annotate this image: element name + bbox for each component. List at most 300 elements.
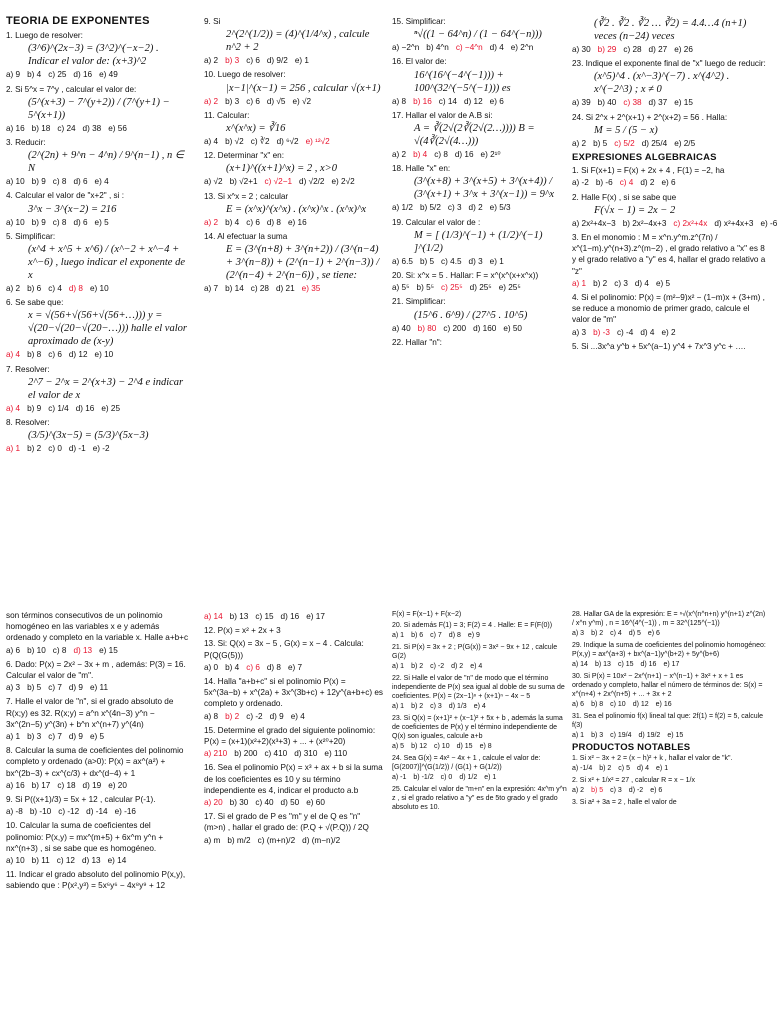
answer-option: a) 2	[6, 284, 21, 294]
answer-option: e) 1	[656, 765, 669, 772]
answer-option: c) -4	[616, 327, 634, 337]
answer-option: c) 40	[255, 798, 274, 808]
answer-options	[204, 662, 384, 673]
answer-option: c) 5	[618, 765, 630, 772]
answer-option: e) 110	[324, 749, 348, 759]
answer-option: b) 17	[31, 780, 51, 790]
answer-option: d) 21	[275, 284, 295, 294]
answer-option-marked: b) 29	[597, 45, 617, 54]
column-4-top	[572, 16, 778, 556]
answer-option: e) 10	[94, 350, 114, 360]
answer-option: a) 3	[572, 630, 585, 637]
answer-options	[6, 731, 190, 742]
answer-option: c) 4	[48, 284, 62, 294]
exercise-formula: x^(x^x) = ∛16	[226, 123, 286, 135]
answer-option: a) -1	[392, 774, 407, 781]
answer-options	[6, 283, 190, 294]
answer-option: d) 12	[632, 701, 649, 708]
exercise-formula: x = √(56+√(56+√(56+…))) y = √(20−√(20−√(20−…))) halle el valor aproximado de (x-y)	[28, 310, 187, 348]
answer-option: d) √5	[266, 96, 286, 106]
answer-option: b) 13	[229, 612, 249, 621]
answer-option: d) 1/3	[448, 703, 467, 710]
answer-options	[572, 177, 766, 188]
exercise	[204, 811, 384, 846]
answer-options	[572, 700, 766, 709]
exercise-prompt: son términos consecutivos de un polinomio homogéneo en las variables x e y además ordenado y completo en la variable x. Halle a+b+c	[6, 611, 189, 643]
answer-option: b) 11	[31, 856, 50, 866]
answer-option: b) 4	[225, 662, 240, 672]
answer-option: d) 27	[648, 45, 668, 54]
exercise-prompt: F(x) = F(x−1) + F(x−2)	[392, 611, 462, 618]
exercise	[6, 30, 190, 80]
answer-option: c) 6	[48, 350, 62, 360]
answer-option: c) -2	[246, 711, 263, 721]
answer-option: d) 9/2	[266, 56, 288, 66]
answer-option: c) 3	[610, 787, 622, 794]
exercise-formula: (3/5)^(3x−5) = (5/3)^(5x−3)	[28, 430, 149, 442]
exercise	[392, 163, 570, 213]
exercise	[204, 16, 384, 66]
answer-option: e) 14	[107, 856, 127, 866]
answer-option: d) 37	[648, 98, 668, 108]
answer-option-marked: a) 210	[204, 749, 228, 759]
answer-options	[572, 731, 766, 740]
answer-option-marked: b) 4	[413, 150, 428, 160]
answer-option: e) 1	[484, 774, 497, 781]
answer-option: d) 310	[294, 749, 318, 759]
exercise-prompt: 8. Calcular la suma de coeficientes del polinomio completo y ordenado (a>0): P(x) = ax^(a²) + bx^(2b−3) + cx^(c/3) + dx^(d−4) + 1	[6, 746, 184, 778]
exercise	[572, 341, 766, 352]
exercise	[392, 16, 570, 53]
answer-option-marked: b) 80	[417, 323, 437, 333]
answer-option: e) 8	[479, 743, 492, 750]
answer-option: d) 5	[628, 630, 641, 637]
exercise	[392, 337, 570, 348]
answer-options	[204, 217, 384, 228]
exercise	[6, 696, 190, 742]
section-heading: PRODUCTOS NOTABLES	[572, 742, 691, 753]
exercise	[392, 217, 570, 267]
answer-option: a) 7	[204, 284, 219, 294]
answer-option: a) 8	[204, 711, 219, 721]
answer-option: e) 25	[101, 403, 121, 413]
answer-options	[572, 278, 766, 289]
answer-option: b) 5/2	[419, 203, 441, 213]
exercise-formula: 2^7 − 2^x = 2^(x+3) − 2^4 e indicar el valor de x	[28, 376, 184, 401]
exercise-prompt: 31. Sea el polinomio f(x) lineal tal que: 2f(1) = f(2) = 5, calcule f(3)	[572, 713, 764, 729]
exercise-prompt: 14. Al efectuar la suma	[204, 232, 288, 242]
answer-option: d) 4	[634, 278, 649, 288]
answer-option: d) 12	[463, 96, 483, 106]
exercise-formula: (x^5)^4 . (x^−3)^(−7) . x^(4^2) . x^(−2^3) ; x ≠ 0	[594, 71, 730, 96]
exercise-formula: (x^4 + x^5 + x^6) / (x^−2 + x^−4 + x^−6) , luego indicar el exponente de x	[28, 244, 186, 282]
answer-option: a) 0	[204, 662, 219, 672]
answer-option: c) -2	[430, 663, 445, 670]
answer-option: c) 10	[610, 701, 626, 708]
answer-option: e) -16	[114, 807, 136, 817]
exercise	[392, 714, 570, 751]
exercise-formula: A = ∛(2√(2∛(2√(2…)))) B = √(4∛(2√(4…)))	[414, 123, 535, 148]
answer-option: c) 15	[617, 661, 634, 668]
answer-option: e) -2	[92, 444, 110, 454]
exercise	[572, 610, 766, 638]
exercise	[572, 165, 766, 188]
exercise-prompt: 17. Hallar el valor de A.B si:	[392, 110, 493, 120]
answer-option: b) 2	[411, 663, 424, 670]
answer-option: a) -1/4	[572, 765, 593, 772]
answer-option-marked: c) 6	[246, 662, 260, 672]
answer-option: a) 1	[572, 732, 585, 739]
exercise-prompt: 4. Calcular el valor de "x+2" , si :	[6, 191, 124, 201]
answer-option: e) 5/3	[489, 203, 511, 213]
answer-option: b) 2	[411, 703, 424, 710]
column-3-top	[392, 16, 570, 556]
answer-option: d) 16	[73, 70, 93, 80]
exercise-prompt: 2. Si x² + 1/x² = 27 , calcular R = x − 1/x	[572, 777, 695, 784]
answer-option: b) 5	[593, 138, 608, 148]
answer-option: a) 6	[6, 645, 21, 655]
answer-options	[392, 323, 570, 334]
answer-option: a) 1	[392, 663, 405, 670]
answer-options	[392, 42, 570, 53]
answer-option-marked: b) -3	[593, 327, 610, 337]
answer-option: b) 2	[599, 765, 612, 772]
answer-option: e) 1	[294, 56, 309, 66]
answer-options	[392, 96, 570, 107]
answer-option: a) 1	[392, 632, 405, 639]
answer-option: d) 4	[636, 765, 650, 772]
exercise-prompt: 5. Si ...3x^a y^b + 5x^(a−1) y^4 + 7x^3 y^c + ….	[572, 341, 746, 351]
answer-option: a) 2x²+4x−3	[572, 218, 616, 228]
answer-option: a) 10	[6, 177, 25, 187]
answer-options	[204, 711, 384, 722]
exercise-prompt: 22. Hallar "n":	[392, 337, 442, 347]
answer-options	[6, 780, 190, 791]
answer-option: e) -6	[760, 218, 778, 228]
answer-option: e) 1	[489, 256, 504, 266]
exercise	[6, 231, 190, 294]
exercise	[6, 137, 190, 187]
exercise-prompt: 2. Si 5^x = 7^y , calcular el valor de:	[6, 84, 137, 94]
answer-option: b) 9	[31, 217, 46, 227]
answer-option: d) 6	[73, 177, 88, 187]
answer-options	[6, 855, 190, 866]
answer-option: a) -2	[572, 178, 589, 188]
answer-option: b) 8	[27, 350, 42, 360]
exercise-formula: 2^(2^(1/2)) = (4)^(1/4^x) , calcule n^2 + 2	[226, 29, 370, 54]
exercise-prompt: 8. Resolver:	[6, 418, 50, 428]
answer-options	[6, 69, 190, 80]
answer-option: e) 4	[470, 663, 483, 670]
answer-option: c) 12	[56, 856, 75, 866]
answer-option: b) √2	[225, 137, 244, 147]
answer-option: e) 20	[108, 780, 127, 790]
answer-option: e) 4	[290, 711, 305, 721]
answer-option: b) 4	[27, 70, 42, 80]
answer-option: e) 5	[94, 217, 109, 227]
exercise	[6, 794, 190, 817]
exercise-prompt: 21. Si P(x) = 3x + 2 ; P(G(x)) = 3x² − 9x + 12 , calcule G(2)	[392, 644, 558, 660]
answer-option: e) 17	[663, 661, 680, 668]
answer-option-marked: a) 2	[204, 96, 219, 106]
answer-option: e) 5	[89, 732, 105, 742]
exercise-formula: (15^6 . 6^9) / (27^5 . 10^5)	[414, 309, 528, 321]
answer-option: d) x²+4x+3	[714, 218, 754, 228]
answer-option: c) 3	[447, 203, 462, 213]
exercise-prompt: 24. Si 2^x + 2^(x+1) + 2^(x+2) = 56 . Halla:	[572, 112, 728, 122]
answer-option: c) 0	[440, 774, 453, 781]
answer-option-marked: a) 4	[6, 403, 21, 413]
answer-options	[572, 786, 766, 795]
exercise-prompt: 16. El valor de:	[392, 57, 447, 67]
answer-option: c) 1/4	[48, 403, 69, 413]
exercise-prompt: 30. Si P(x) = 10x² − 2x^(n+1) − x^(n−1) + 3x² + x + 1 es ordenado y completo, hallar el número de términos de: S(x) = x^(n+4) + 2x^(n+5) + ... + 3x + 2	[572, 673, 763, 698]
answer-options	[392, 662, 570, 671]
answer-option: e) √2	[292, 96, 312, 106]
answer-option: b) 2	[593, 278, 608, 288]
answer-option: c) 3	[430, 703, 442, 710]
answer-option: e) 56	[108, 123, 127, 133]
answer-option: b) 200	[234, 749, 258, 759]
answer-option: a) 1	[392, 703, 405, 710]
answer-options	[204, 748, 384, 759]
answer-option: c) 4.5	[441, 256, 462, 266]
exercise	[392, 610, 570, 619]
answer-option: e) 5	[655, 278, 671, 288]
answer-options	[392, 631, 570, 640]
exercise-prompt: 3. En el monomio : M = x^n.y^m.z^(7n) / x^(1−m).y^(n+3).z^(m−2) , el grado relativo a "x" es 8 y el grado relativo a "y" es 4, hallar el grado relativo a "z"	[572, 233, 766, 276]
answer-option: d) 2	[451, 663, 464, 670]
answer-option: b) 3	[591, 732, 604, 739]
exercise	[572, 58, 766, 108]
answer-option: d) 4	[489, 43, 504, 53]
answer-option: a) 6.5	[392, 256, 413, 266]
answer-option: b) 4	[225, 217, 240, 227]
answer-options	[204, 96, 384, 107]
exercise-prompt: 3. Si a² + 3a = 2 , halle el valor de	[572, 799, 677, 806]
answer-options	[572, 660, 766, 669]
answer-option: d) 8	[266, 662, 281, 672]
exercise-formula: (∛2 . ∛2 . ∛2 … ∛2) = 4.4…4 (n+1) veces (n−24) veces	[594, 18, 747, 42]
answer-options	[6, 123, 190, 134]
answer-option: b) 9	[27, 403, 42, 413]
answer-option: c) 8	[52, 177, 67, 187]
answer-option: a) 39	[572, 98, 591, 108]
answer-options	[392, 742, 570, 751]
answer-option: c) 8	[434, 150, 448, 160]
answer-option: b) √2+1	[229, 177, 258, 187]
answer-option: d) 25⁵	[469, 283, 492, 293]
answer-option: d) 9	[68, 683, 83, 693]
answer-option: a) 8	[392, 96, 407, 106]
answer-option: a) 5⁵	[392, 283, 410, 293]
answer-option: a) 40	[392, 323, 411, 333]
answer-option: b) 8	[591, 701, 604, 708]
exercise	[204, 231, 384, 294]
answer-option: c) 7	[48, 732, 62, 742]
exercise	[572, 292, 766, 338]
answer-option: a) m	[204, 835, 221, 845]
answer-option: a) 1	[6, 732, 21, 742]
exercise-prompt: 13. Si x^x = 2 ; calcular	[204, 191, 289, 201]
exercise-formula: 3^x − 3^(x−2) = 216	[28, 203, 117, 215]
answer-option: e) 50	[503, 323, 522, 333]
answer-option: e) 15	[99, 645, 118, 655]
answer-option: c) 410	[264, 749, 288, 759]
exercise-prompt: 1. Luego de resolver:	[6, 31, 83, 41]
exercise-prompt: 22. Si Halle el valor de "n" de modo que el término independiente de P(x) sea igual al doble de su suma de coeficientes. P(x) = (2x−1)ⁿ + (x+1)ⁿ − 4x − 5	[392, 675, 565, 700]
answer-option: a) 10	[6, 217, 25, 227]
answer-option: b) m/2	[227, 835, 251, 845]
exercise	[392, 270, 570, 293]
answer-option: c) 15	[255, 612, 274, 621]
answer-option: b) 10	[27, 645, 46, 655]
exercise	[204, 110, 384, 147]
column-2-bottom	[204, 610, 384, 1022]
answer-option: b) 4^n	[426, 43, 449, 53]
answer-option: d) 9	[68, 732, 83, 742]
exercise	[392, 643, 570, 671]
answer-option: e) 9	[467, 632, 480, 639]
answer-option: d) 19	[82, 780, 102, 790]
answer-option-marked: a) 20	[204, 798, 223, 808]
exercise-formula: (x+1)^((x+1)^x) = 2 , x>0	[226, 163, 337, 175]
exercise-formula: (5^(x+3) − 7^(y+2)) / (7^(y+1) − 5^(x+1))	[28, 96, 170, 121]
answer-options	[392, 702, 570, 711]
answer-options	[204, 283, 384, 294]
answer-options	[392, 149, 570, 160]
exercise-prompt: 7. Halle el valor de "n", si el grado absoluto de R(x;y) es 32. R(x;y) = a^n x^(4n−3) y^n − 3x^(2n−5) y^(3n) + b^n x^(n+7) y^(4n)	[6, 697, 174, 729]
answer-option: a) -8	[6, 807, 23, 817]
exercise-prompt: 9. Si P((x+1)/3) = 5x + 12 , calcular P(-1).	[6, 795, 156, 805]
answer-option: b) 40	[597, 98, 617, 108]
answer-option: d) 16	[454, 150, 474, 160]
answer-option: e) 2/5	[674, 138, 696, 148]
answer-option: c) 7	[430, 632, 442, 639]
answer-options	[6, 645, 190, 656]
answer-option: d) 3	[468, 256, 483, 266]
answer-option: b) 6	[27, 284, 42, 294]
answer-option: e) 15	[667, 732, 684, 739]
exercise-prompt: 6. Dado: P(x) = 2x² − 3x + m , además: P(3) = 16. Calcular el valor de "m".	[6, 659, 186, 681]
answer-option: a) √2	[204, 177, 223, 187]
exercise	[392, 621, 570, 640]
answer-option: d) 16	[640, 661, 657, 668]
column-3-bottom	[392, 610, 570, 1022]
exercise	[6, 869, 190, 891]
answer-option: d) 160	[473, 323, 497, 333]
answer-option: c) 6	[246, 96, 260, 106]
answer-option: a) 2	[572, 138, 587, 148]
answer-option: a) 9	[6, 70, 21, 80]
exercise-prompt: 10. Luego de resolver:	[204, 70, 286, 80]
exercise-prompt: 1. Si F(x+1) = F(x) + 2x + 4 , F(1) = −2, ha	[572, 166, 725, 176]
answer-option: c) 28	[623, 45, 642, 54]
answer-options	[204, 176, 384, 187]
exercise-formula: (3^6)^(2x−3) = (3^2)^(−x−2) . Indicar el valor de: (x+3)^2	[28, 43, 159, 68]
exercise-prompt: 18. Halle "x" en:	[392, 164, 451, 174]
answer-option: d) 1/2	[459, 774, 478, 781]
answer-options	[204, 55, 384, 66]
answer-option: d) 50	[280, 798, 300, 808]
answer-option-marked: d) 13	[73, 645, 93, 655]
column-1-top	[6, 16, 190, 556]
answer-option: c) (m+n)/2	[257, 835, 296, 845]
answer-option: b) 5⁵	[416, 283, 435, 293]
answer-option: c) 18	[57, 780, 76, 790]
answer-option-marked: a) 1	[572, 278, 587, 288]
answer-option: d) 16	[75, 403, 95, 413]
exercise-prompt: 28. Hallar GA de la expresión: E = ⁿ√(x^(n^n+n) y^(n+1) z^(2n) / x^n y^m) , n = 16^(4^(−1)) , m = 32^(125^(−1))	[572, 611, 766, 627]
answer-option: d) 2	[468, 203, 483, 213]
exercise-prompt: 21. Simplificar:	[392, 297, 446, 307]
answer-option: a) 30	[572, 45, 591, 54]
answer-option-marked: b) 2	[225, 711, 240, 721]
answer-option: e) 4	[94, 177, 109, 187]
answer-option-marked: c) −4^n	[455, 43, 483, 53]
exercise	[204, 725, 384, 760]
answer-options	[204, 797, 384, 808]
exercise-prompt: 25. Calcular el valor de "m+n" en la expresión: 4x^m y^n z , si el grado relativo a "y" es de 5to grado y el grado absoluto es 10.	[392, 786, 567, 811]
answer-options	[204, 611, 384, 622]
exercise	[204, 611, 384, 622]
exercise-prompt: 24. Sea G(x) = 4x² − 4x + 1 , calcule el valor de: [G(2007)]^(G(1/2)) / (G(1) + G(1/2))	[392, 755, 541, 771]
answer-options	[6, 349, 190, 360]
answer-option: c) 19/4	[610, 732, 632, 739]
exercise-formula: M = 5 / (5 − x)	[594, 124, 658, 136]
answer-option: c) 6	[246, 217, 260, 227]
answer-option: b) 13	[594, 661, 611, 668]
answer-option: b) 18	[31, 123, 51, 133]
answer-options	[572, 629, 766, 638]
exercise	[204, 762, 384, 808]
exercise-prompt: 20. Si: x^x = 5 . Hallar: F = x^(x^(x+x^x))	[392, 271, 539, 281]
answer-options	[6, 403, 190, 414]
answer-option: e) 60	[306, 798, 325, 808]
column-2-top	[204, 16, 384, 556]
answer-option: d) -14	[86, 807, 108, 817]
answer-options	[6, 443, 190, 454]
exercise-formula: ⁿ√((1 − 64^n) / (1 − 64^(−n)))	[414, 29, 542, 41]
answer-option: e) 16	[655, 701, 672, 708]
answer-option: b) 14	[225, 284, 244, 294]
exercise	[6, 364, 190, 414]
answer-option: c) 0	[48, 444, 62, 454]
exercise	[572, 776, 766, 795]
answer-option: e) 11	[89, 683, 109, 693]
answer-option: b) 2x²−4x+3	[622, 218, 667, 228]
answer-option: b) 12	[411, 743, 428, 750]
column-1-bottom	[6, 610, 190, 1022]
exercise-prompt: 2. Halle F(x) , si se sabe que	[572, 192, 677, 202]
answer-option: c) 25	[48, 70, 67, 80]
exercise-prompt: 19. Calcular el valor de :	[392, 217, 481, 227]
answer-options	[204, 835, 384, 846]
answer-options	[6, 682, 190, 693]
answer-option: e) 6	[647, 630, 660, 637]
answer-options	[204, 136, 384, 147]
answer-option: e) 6	[489, 96, 504, 106]
answer-option: d) 4	[640, 327, 655, 337]
answer-option: d) 25/4	[641, 138, 668, 148]
answer-option: d) 13	[81, 856, 101, 866]
answer-option-marked: c) 25⁵	[441, 283, 463, 293]
answer-option: b) 5	[27, 683, 42, 693]
worksheet-title: TEORIA DE EXPONENTES	[6, 15, 150, 27]
answer-option: c) 6	[246, 56, 260, 66]
answer-option: d) -1	[68, 444, 86, 454]
answer-option: c) 8	[52, 217, 67, 227]
